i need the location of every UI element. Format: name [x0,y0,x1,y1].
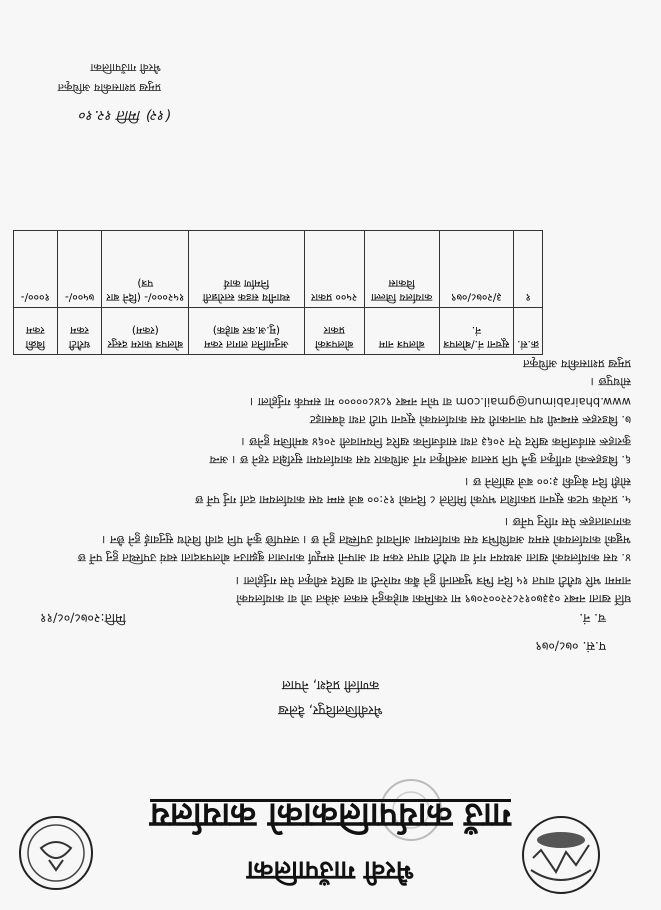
signature: (१२) मिति १२.१० [79,107,171,123]
paragraph-2: नाममा भरि धरौटी वापत १५ दिन भित्र भुक्तानी हुने बैंक ग्यारेन्टी वा खरिद स्वीकृत पेस गर्नुहोला । [235,574,631,588]
signatory-office: भैरवी गाउँपालिका [90,61,161,74]
item-5: ५. प्रत्येक पटक सूचना प्रकाशित भएको मितिले ८ दिनको १२:०० बजे सम्म यस कार्यालयमा दर्ता गर्नु पर्ने छ [195,493,631,507]
table-header-row [14,308,543,355]
address-line-2: कर्णाली प्रदेश, नेपाल [281,677,380,692]
item-6: ६. बिडहरूको वर्गीकृत कुनै पनि प्रस्ताव अस्वीकृत गर्ने अधिकार यस कार्यालयमा सुरक्षित रहने छ । अन्य [209,453,631,467]
item-7: ७. बिडरहरू सम्बन्धी थप जानकारी यस कार्यालयको सूचना पाटी तथा वेबसाइट [309,413,631,427]
item-5b: सोही दिन बेलुकी ३:०० बजे खोलिने छ । [465,475,631,489]
table-cell: ७५००/- [57,231,102,308]
table-cell: कार्यालय जिल्ला विकास [364,231,439,308]
header-cell: बोलपत्र फारम दस्तुर (रकम) [102,308,189,355]
table-cell: १०००/- [14,231,58,308]
org-name: भैरवी गाउँपालिका [246,855,415,885]
table-cell: १ [514,231,543,308]
header-cell: धरौटी रकम [57,308,102,355]
signatory-title: प्रमुख प्रशासकीय अधिकृत [57,81,161,94]
table-cell: १५२०००/- (दिने बार पत्र) [102,231,189,308]
item-6b: कुराहरू सार्वजनिक खरिद ऐन २०६३ तथा सार्वजनिक खरिद नियमावली २०६४ बमोजिम हुनेछ । [241,435,631,449]
header-cell: बोलपत्र नाम [364,308,439,355]
header-cell: अनुमानित लागत रकम (मु.अ.कर बाहेक) [189,308,304,355]
contact-line: www.bhairabimun@gmail.com वा फोन नम्बर ९८४८००००० मा सम्पर्क गर्नुहोला । [249,395,631,409]
item-4c: कागजातहरू पेस गरिनु पर्नेछ । [504,515,631,529]
header-cell: बोलपत्रको प्रकार [304,308,364,355]
header-cell: क्र.सं. [514,308,543,355]
address-line-1: भैरवीजिलदिपुर, दैलेख [278,702,383,717]
item-4b: भन्नुको कार्यालयको समय अवधिभित्र यस कार्यालयमा अनिवार्य उपस्थित हुने छ । जसपछि कुनै पनि दावी विरोध सुनुवाई हुने छैन । [102,533,631,547]
item-4: ४. यस कार्यालयको खाता अध्ययन गर्न वा धरौटी वापत रकम वा आफ्नो सम्पूर्ण कागजात बुझाउन बोलपत्रदाता स्वयं उपस्थित हुनु पर्ने छ [77,551,631,565]
header-cell: बिक्री रकम [14,308,58,355]
reference-number: प.सं. ०७८/०७९ [535,639,606,654]
table-row [14,231,543,308]
chalani-number: च. नं. [579,611,606,626]
bid-table [13,230,543,355]
closing-1: सोधपुछ । [590,375,631,389]
header-cell: सूचना नं./बोलपत्र नं. [439,308,513,355]
office-name: गाउँ कार्यपालिकाको कार्यालय [150,795,511,835]
table-cell: २५०० प्रकार [304,231,364,308]
closing-2: प्रमुख प्रशासकीय अधिकृत [523,357,631,371]
table-cell: स्थानीय सडक स्तरोन्नती निर्माण कार्य [189,231,304,308]
letter-date: मिति:२०७८/०८/११ [40,611,126,626]
table-cell: ३/२०७८/०७९ [439,231,513,308]
paragraph-1: घर्ति खाता नम्बर ०३३७०१२८२२००२०७९ मा रकमिका बाहेकहुने सकल अंकेत जो वा कार्यालयको [236,592,631,606]
